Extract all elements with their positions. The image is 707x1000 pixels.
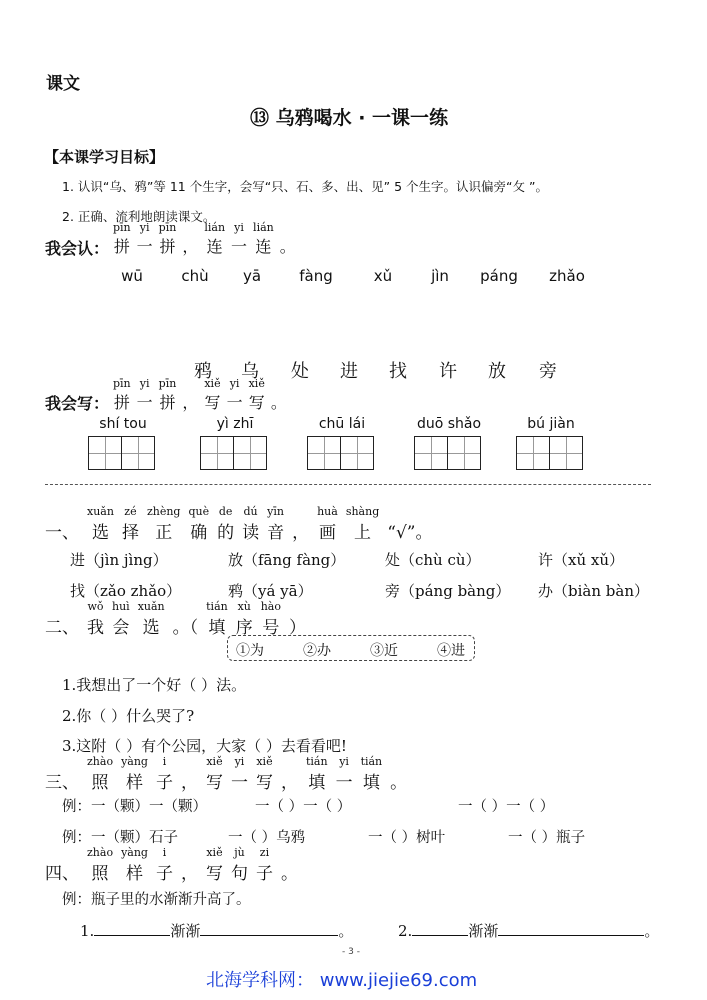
pinyin-word: duō shǎo — [416, 416, 482, 432]
ruby-pinyin: zé — [124, 505, 137, 518]
ruby-hanzi: ， — [182, 393, 199, 412]
ruby-char — [206, 847, 223, 884]
q3-row1-blank-2: 一（ ）一（ ） — [458, 799, 555, 815]
pinyin-choice[interactable]: 处（chù cù） — [385, 551, 481, 569]
ruby-hanzi: 正 — [155, 523, 173, 543]
ruby-char — [281, 847, 298, 884]
ruby-char — [236, 601, 253, 638]
pinyin-word: fàng — [299, 267, 333, 285]
ruby-hanzi: 子 — [255, 864, 273, 884]
ruby-char — [249, 378, 265, 413]
ruby-hanzi: 一 — [230, 773, 248, 793]
writing-grid[interactable] — [88, 436, 155, 470]
ruby-char — [306, 756, 328, 793]
writing-grid[interactable] — [200, 436, 267, 470]
ruby-pinyin: yi — [339, 755, 349, 768]
ruby-char — [138, 601, 165, 638]
ruby-char — [181, 847, 198, 884]
ruby-hanzi: 句 — [230, 864, 248, 884]
ruby-hanzi: 写 — [205, 864, 223, 884]
ruby-char — [390, 756, 407, 793]
ruby-pinyin — [387, 506, 432, 518]
ruby-pinyin: tián — [360, 755, 383, 768]
ruby-char — [227, 378, 243, 413]
ruby-pinyin: pīn — [113, 377, 131, 390]
ruby-char — [217, 506, 234, 543]
ruby-hanzi: 二、 — [45, 618, 79, 638]
ruby-char — [181, 756, 198, 793]
q3-row2-example: 例：一（颗）石子 — [62, 830, 178, 846]
ruby-hanzi: 一 — [335, 773, 353, 793]
ruby-char — [173, 601, 199, 638]
ruby-hanzi: 音 — [267, 523, 285, 543]
ruby-pinyin: yīn — [267, 505, 284, 518]
pinyin-choice[interactable]: 放（fāng fàng） — [228, 551, 346, 569]
pinyin-choice[interactable]: 进（jìn jìng） — [70, 551, 168, 569]
ruby-hanzi: 序 — [235, 618, 253, 638]
ruby-pinyin: pīn — [158, 377, 177, 390]
ruby-hanzi: ） — [288, 618, 306, 638]
ruby-pinyin: tián — [206, 600, 228, 613]
ruby-hanzi: 我 — [87, 618, 104, 638]
ruby-hanzi: 连 — [206, 237, 223, 256]
q4-item-1-word: 渐渐 — [170, 922, 201, 940]
section-label: 课文 — [46, 74, 80, 94]
ruby-char — [122, 506, 139, 543]
pinyin-word: zhǎo — [549, 267, 585, 285]
ruby-pinyin — [45, 506, 79, 518]
ruby-hanzi: 填 — [362, 773, 380, 793]
character: 处 — [291, 361, 309, 382]
ruby-hanzi: ， — [182, 237, 199, 256]
character: 放 — [488, 361, 506, 382]
ruby-pinyin — [271, 378, 287, 390]
ruby-char — [253, 222, 274, 257]
pinyin-word: jìn — [431, 267, 449, 285]
ruby-pinyin: yàng — [121, 755, 148, 768]
ruby-char — [267, 506, 284, 543]
writing-grid[interactable] — [516, 436, 583, 470]
ruby-char — [137, 378, 153, 413]
pinyin-choice[interactable]: 找（zǎo zhǎo） — [70, 582, 182, 600]
ruby-char — [280, 222, 296, 257]
recognize-chars-row — [0, 357, 707, 382]
ruby-char — [346, 506, 379, 543]
q1-heading — [45, 506, 440, 543]
ruby-char — [182, 378, 198, 413]
ruby-hanzi: 写 — [248, 393, 265, 412]
ruby-pinyin — [281, 756, 298, 768]
q2-sentence-2: 2.你（ ）什么哭了? — [62, 707, 195, 725]
q2-sentence-1: 1.我想出了一个好（ ）法。 — [62, 676, 247, 694]
ruby-char — [281, 756, 298, 793]
ruby-pinyin: zhèng — [146, 505, 181, 518]
character: 找 — [389, 361, 407, 382]
ruby-hanzi: 。 — [279, 237, 296, 256]
ruby-pinyin: pīn — [158, 221, 177, 234]
ruby-pinyin: hào — [260, 600, 281, 613]
ruby-char — [206, 601, 228, 638]
ruby-pinyin: i — [162, 846, 167, 859]
ruby-pinyin: xuǎn — [137, 600, 165, 613]
pinyin-word: wū — [121, 267, 143, 285]
ruby-hanzi: 确 — [190, 523, 208, 543]
ruby-char — [317, 506, 338, 543]
ruby-hanzi: 四、 — [45, 864, 79, 884]
ruby-char — [231, 222, 247, 257]
ruby-pinyin: què — [188, 505, 210, 518]
ruby-char — [87, 506, 114, 543]
ruby-pinyin — [289, 601, 306, 613]
pinyin-word: shí tou — [99, 416, 147, 432]
ruby-pinyin: xiě — [248, 377, 265, 390]
ruby-char — [137, 222, 153, 257]
recognize-label: 我会认： — [45, 239, 110, 258]
character: 旁 — [539, 361, 557, 382]
ruby-hanzi: 一 — [136, 237, 153, 256]
character: 进 — [340, 361, 358, 382]
ruby-char — [231, 847, 248, 884]
q3-row2-blank-1: 一（ ）乌鸦 — [228, 830, 306, 846]
ruby-hanzi: 择 — [121, 523, 139, 543]
ruby-char — [387, 506, 432, 543]
grid-cell[interactable] — [200, 436, 234, 470]
q4-item-2-word: 渐渐 — [468, 922, 499, 940]
q4-heading — [45, 847, 306, 884]
ruby-char — [121, 847, 148, 884]
grid-cell[interactable] — [516, 436, 550, 470]
option-item: ②办 — [303, 643, 331, 659]
grid-cell[interactable] — [307, 436, 341, 470]
ruby-hanzi: ， — [180, 773, 198, 793]
ruby-char — [45, 506, 79, 543]
ruby-hanzi: 填 — [308, 773, 326, 793]
ruby-hanzi: 一 — [136, 393, 153, 412]
ruby-char — [336, 756, 353, 793]
grid-cell[interactable] — [234, 436, 267, 470]
ruby-char — [188, 506, 209, 543]
answer-line[interactable] — [200, 921, 338, 936]
ruby-hanzi: 写 — [255, 773, 273, 793]
ruby-hanzi: 三、 — [45, 773, 79, 793]
ruby-pinyin: xiě — [206, 846, 223, 859]
ruby-pinyin: dú — [243, 505, 258, 518]
q3-row2-blank-2: 一（ ）树叶 — [368, 830, 446, 846]
ruby-char — [271, 378, 287, 413]
ruby-pinyin: zi — [259, 846, 270, 859]
ruby-char — [121, 756, 148, 793]
ruby-pinyin — [45, 756, 79, 768]
q4-item-2-number: 2. — [398, 922, 413, 940]
ruby-hanzi: 上 — [354, 523, 372, 543]
ruby-hanzi: 读 — [242, 523, 260, 543]
q4-item-2-end: 。 — [644, 922, 660, 940]
ruby-char — [156, 756, 173, 793]
pinyin-word: yā — [242, 267, 262, 285]
ruby-char — [289, 601, 306, 638]
grid-cell[interactable] — [448, 436, 481, 470]
ruby-char — [206, 756, 223, 793]
q2-heading — [45, 601, 314, 638]
ruby-pinyin: yi — [139, 221, 150, 234]
ruby-pinyin — [390, 756, 407, 768]
ruby-hanzi: 拼 — [159, 237, 176, 256]
q4-item-1-number: 1. — [80, 922, 95, 940]
goal-item-2: 2. 正确、流利地朗读课文。 — [62, 209, 216, 224]
goal-item-1: 1. 认识“乌、鸦”等 11 个生字，会写“只、石、多、出、见” 5 个生字。认识偏旁“攵 ”。 — [62, 179, 548, 194]
ruby-char — [242, 506, 259, 543]
ruby-hanzi: 。（ — [172, 618, 199, 638]
ruby-char — [45, 601, 79, 638]
goals-heading: 【本课学习目标】 — [44, 148, 165, 166]
ruby-char — [87, 756, 113, 793]
q3-row2-blank-3: 一（ ）瓶子 — [508, 830, 586, 846]
page-title: ⑬ 乌鸦喝水 · 一课一练 — [250, 107, 449, 129]
ruby-hanzi: 画 — [318, 523, 336, 543]
ruby-hanzi: “√”。 — [387, 523, 433, 543]
page-number: - 3 - — [342, 947, 360, 957]
ruby-char — [159, 378, 177, 413]
ruby-hanzi: 拼 — [113, 237, 130, 256]
ruby-pinyin: xiě — [204, 377, 221, 390]
ruby-pinyin: lián — [204, 221, 226, 234]
ruby-pinyin — [182, 222, 198, 234]
recognize-instruction — [113, 222, 302, 257]
ruby-hanzi: 会 — [112, 618, 130, 638]
ruby-hanzi: 的 — [217, 523, 235, 543]
ruby-hanzi: 写 — [204, 393, 221, 412]
ruby-hanzi: ， — [292, 523, 310, 543]
pinyin-word: yì zhī — [216, 416, 254, 432]
q4-item-1[interactable] — [80, 920, 353, 941]
ruby-hanzi: 照 — [91, 864, 109, 884]
ruby-hanzi: 。 — [390, 773, 408, 793]
q3-row1-example: 例：一（颗）一（颗） — [62, 799, 207, 815]
ruby-pinyin: xiě — [256, 755, 273, 768]
ruby-pinyin: xiě — [206, 755, 223, 768]
option-item: ①为 — [236, 643, 264, 659]
ruby-pinyin — [280, 222, 296, 234]
ruby-hanzi: 子 — [155, 773, 173, 793]
divider — [45, 484, 651, 485]
option-item: ④进 — [437, 643, 465, 659]
character: 乌 — [241, 361, 259, 382]
ruby-pinyin: yi — [234, 221, 244, 234]
ruby-hanzi: 一、 — [45, 523, 79, 543]
ruby-char — [113, 222, 131, 257]
character: 鸦 — [194, 361, 212, 382]
ruby-hanzi: ， — [280, 773, 298, 793]
ruby-hanzi: 选 — [91, 523, 109, 543]
pinyin-choice[interactable]: 旁（páng bàng） — [385, 582, 511, 600]
ruby-hanzi: 连 — [255, 237, 272, 256]
grid-cell[interactable] — [341, 436, 374, 470]
q4-example: 例：瓶子里的水渐渐升高了。 — [62, 892, 251, 908]
ruby-hanzi: 样 — [126, 864, 144, 884]
ruby-char — [156, 847, 173, 884]
ruby-hanzi: 拼 — [113, 393, 130, 412]
q2-sentence-3: 3.这附（ ）有个公园，大家（ ）去看看吧! — [62, 737, 347, 755]
ruby-hanzi: 写 — [205, 773, 223, 793]
ruby-hanzi: ， — [180, 864, 198, 884]
ruby-hanzi: 样 — [126, 773, 144, 793]
ruby-pinyin — [45, 847, 79, 859]
q3-row1-blank-1: 一（ ）一（ ） — [255, 799, 352, 815]
pinyin-word: bú jiàn — [527, 416, 575, 432]
answer-line[interactable] — [94, 921, 170, 936]
ruby-hanzi: 。 — [280, 864, 298, 884]
ruby-pinyin: jù — [234, 846, 245, 859]
ruby-char — [45, 756, 79, 793]
ruby-hanzi: 一 — [226, 393, 243, 412]
ruby-char — [292, 506, 309, 543]
ruby-pinyin — [45, 601, 79, 613]
ruby-pinyin: xuǎn — [87, 505, 114, 518]
pinyin-choice[interactable]: 鸦（yá yā） — [228, 582, 313, 600]
grid-cell[interactable] — [122, 436, 155, 470]
ruby-pinyin: yàng — [121, 846, 148, 859]
ruby-char — [147, 506, 181, 543]
answer-line[interactable] — [412, 921, 468, 936]
writing-grid[interactable] — [307, 436, 374, 470]
ruby-pinyin — [281, 847, 298, 859]
ruby-pinyin — [181, 847, 198, 859]
q4-item-2[interactable] — [398, 920, 659, 941]
ruby-pinyin: yi — [229, 377, 240, 390]
q4-item-1-end: 。 — [338, 922, 354, 940]
ruby-pinyin — [292, 506, 309, 518]
pinyin-choice[interactable]: 许（xǔ xǔ） — [538, 551, 625, 569]
ruby-pinyin — [182, 378, 198, 390]
ruby-hanzi: 照 — [91, 773, 109, 793]
ruby-hanzi: 选 — [142, 618, 160, 638]
ruby-pinyin: pīn — [113, 221, 131, 234]
ruby-char — [261, 601, 281, 638]
writing-grid[interactable] — [414, 436, 481, 470]
ruby-pinyin: zhào — [87, 755, 114, 768]
ruby-hanzi: 。 — [270, 393, 287, 412]
ruby-pinyin — [181, 756, 198, 768]
grid-cell[interactable] — [88, 436, 122, 470]
ruby-char — [256, 756, 273, 793]
ruby-hanzi: 填 — [208, 618, 226, 638]
pinyin-word: chù — [181, 267, 209, 285]
ruby-hanzi: 一 — [231, 237, 248, 256]
ruby-char — [45, 847, 79, 884]
ruby-pinyin: yi — [234, 755, 245, 768]
recognize-pinyin-row — [0, 267, 707, 287]
ruby-pinyin: wǒ — [87, 600, 104, 613]
pinyin-choice[interactable]: 办（biàn bàn） — [538, 582, 649, 600]
write-label: 我会写： — [45, 394, 110, 413]
pinyin-word: xǔ — [373, 267, 393, 285]
q3-heading — [45, 756, 415, 793]
ruby-pinyin: tián — [305, 755, 328, 768]
footer-link[interactable]: 北海学科网： www.jiejie69.com — [206, 970, 478, 991]
character: 许 — [439, 361, 457, 382]
ruby-char — [361, 756, 383, 793]
ruby-char — [204, 222, 225, 257]
ruby-char — [87, 847, 113, 884]
option-item: ③近 — [370, 643, 398, 659]
ruby-pinyin — [173, 601, 199, 613]
pinyin-word: chū lái — [318, 416, 366, 432]
grid-cell[interactable] — [414, 436, 448, 470]
ruby-pinyin: xù — [237, 600, 251, 613]
ruby-pinyin: de — [218, 505, 233, 518]
ruby-pinyin: huì — [112, 600, 130, 613]
ruby-char — [87, 601, 104, 638]
ruby-pinyin: huà — [317, 505, 338, 518]
ruby-char — [256, 847, 273, 884]
ruby-pinyin: lián — [253, 221, 274, 234]
answer-line[interactable] — [498, 921, 644, 936]
ruby-hanzi: 拼 — [159, 393, 176, 412]
ruby-pinyin: i — [162, 755, 167, 768]
pinyin-word: páng — [480, 267, 518, 285]
ruby-char — [112, 601, 130, 638]
ruby-hanzi: 号 — [262, 618, 280, 638]
ruby-char — [159, 222, 177, 257]
ruby-pinyin: shàng — [345, 505, 380, 518]
ruby-char — [182, 222, 198, 257]
ruby-char — [204, 378, 220, 413]
write-instruction — [113, 378, 293, 413]
ruby-pinyin: zhào — [87, 846, 114, 859]
ruby-char — [231, 756, 248, 793]
grid-cell[interactable] — [550, 436, 583, 470]
ruby-pinyin: yi — [139, 377, 150, 390]
ruby-hanzi: 子 — [155, 864, 173, 884]
ruby-char — [113, 378, 131, 413]
